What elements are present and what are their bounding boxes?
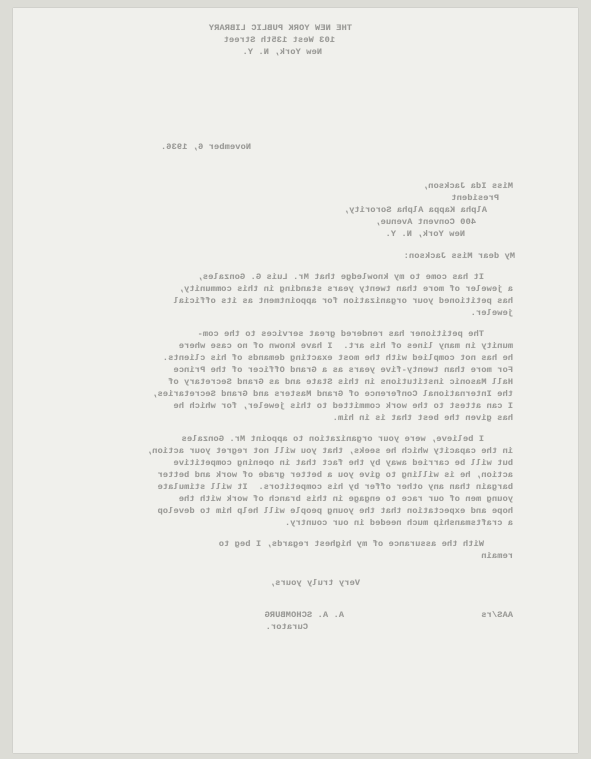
para3-line-5: bargain than any other offer by his competitors. It will stimulate	[157, 482, 513, 492]
recipient-line-1: Miss Ida Jackson,	[422, 181, 513, 191]
letterhead-line-1: THE NEW YORK PUBLIC LIBRARY	[208, 23, 352, 33]
recipient-line-4: 400 Convent Avenue,	[375, 217, 476, 227]
para1-line-4: jeweler.	[470, 308, 513, 318]
para2-line-5: Hall Masonic institutions in this State and as Grand Secretary of	[168, 377, 513, 387]
para3-line-2: in the capacity which he seeks, that you will not regret your action,	[146, 446, 513, 456]
letter-mirrored-content	[13, 8, 578, 753]
para2-line-6: the International Conference of Grand Masters and Grand Secretaries,	[152, 389, 513, 399]
para3-line-4: action, he is willing to give you a better grade of work and better	[157, 470, 513, 480]
letterhead-line-2: 103 West 135th Street	[223, 35, 335, 45]
para2-line-7: I can attest to the work committed to this jeweler, for which he	[173, 401, 513, 411]
recipient-line-5: New York, N. Y.	[385, 229, 465, 239]
letter-page	[13, 8, 578, 753]
recipient-line-3: Alpha Kappa Alpha Sorority,	[343, 205, 487, 215]
closing: Very truly yours,	[269, 578, 360, 588]
para3-line-1: I believe, were your organization to appoint Mr. Gonzales	[181, 434, 484, 444]
para2-line-4: For more than twenty-five years as a Grand Officer of the Prince	[173, 365, 513, 375]
salutation: My dear Miss Jackson:	[403, 251, 515, 261]
para1-line-1: It has come to my knowledge that Mr. Luis G. Gonzales,	[197, 272, 484, 282]
para3-line-6: young men of our race to engage in this branch of work with the	[178, 494, 513, 504]
para2-line-2: munity in many lines of his art. I have known of no case where	[178, 341, 513, 351]
typist-initials: AAS/rs	[481, 610, 513, 620]
para2-line-1: The petitioner has rendered great services to the com-	[197, 329, 484, 339]
recipient-line-2: President	[451, 193, 499, 203]
para3-line-3: but will be carried away by the fact that in opening competitive	[173, 458, 513, 468]
para1-line-2: a jeweler of more than twenty years standing in this community,	[178, 284, 513, 294]
para4-line-1: With the assurance of my highest regards, I beg to	[218, 539, 484, 549]
para3-line-8: a craftsmanship much needed in our country.	[284, 518, 513, 528]
para2-line-3: he has not complied with the most exacting demands of his clients.	[162, 353, 513, 363]
signer-name: A. A. SCHOMBURG	[264, 610, 344, 620]
para3-line-7: hope and expectation that the young people will help him to develop	[157, 506, 513, 516]
para1-line-3: has petitioned your organization for appointment as its official	[173, 296, 513, 306]
signer-title: Curator.	[265, 622, 308, 632]
para4-line-2: remain	[481, 551, 513, 561]
para2-line-8: has given the best that is in him.	[332, 413, 513, 423]
letter-date: November 6, 1936.	[160, 142, 251, 152]
letterhead-line-3: New York, N. Y.	[242, 47, 322, 57]
